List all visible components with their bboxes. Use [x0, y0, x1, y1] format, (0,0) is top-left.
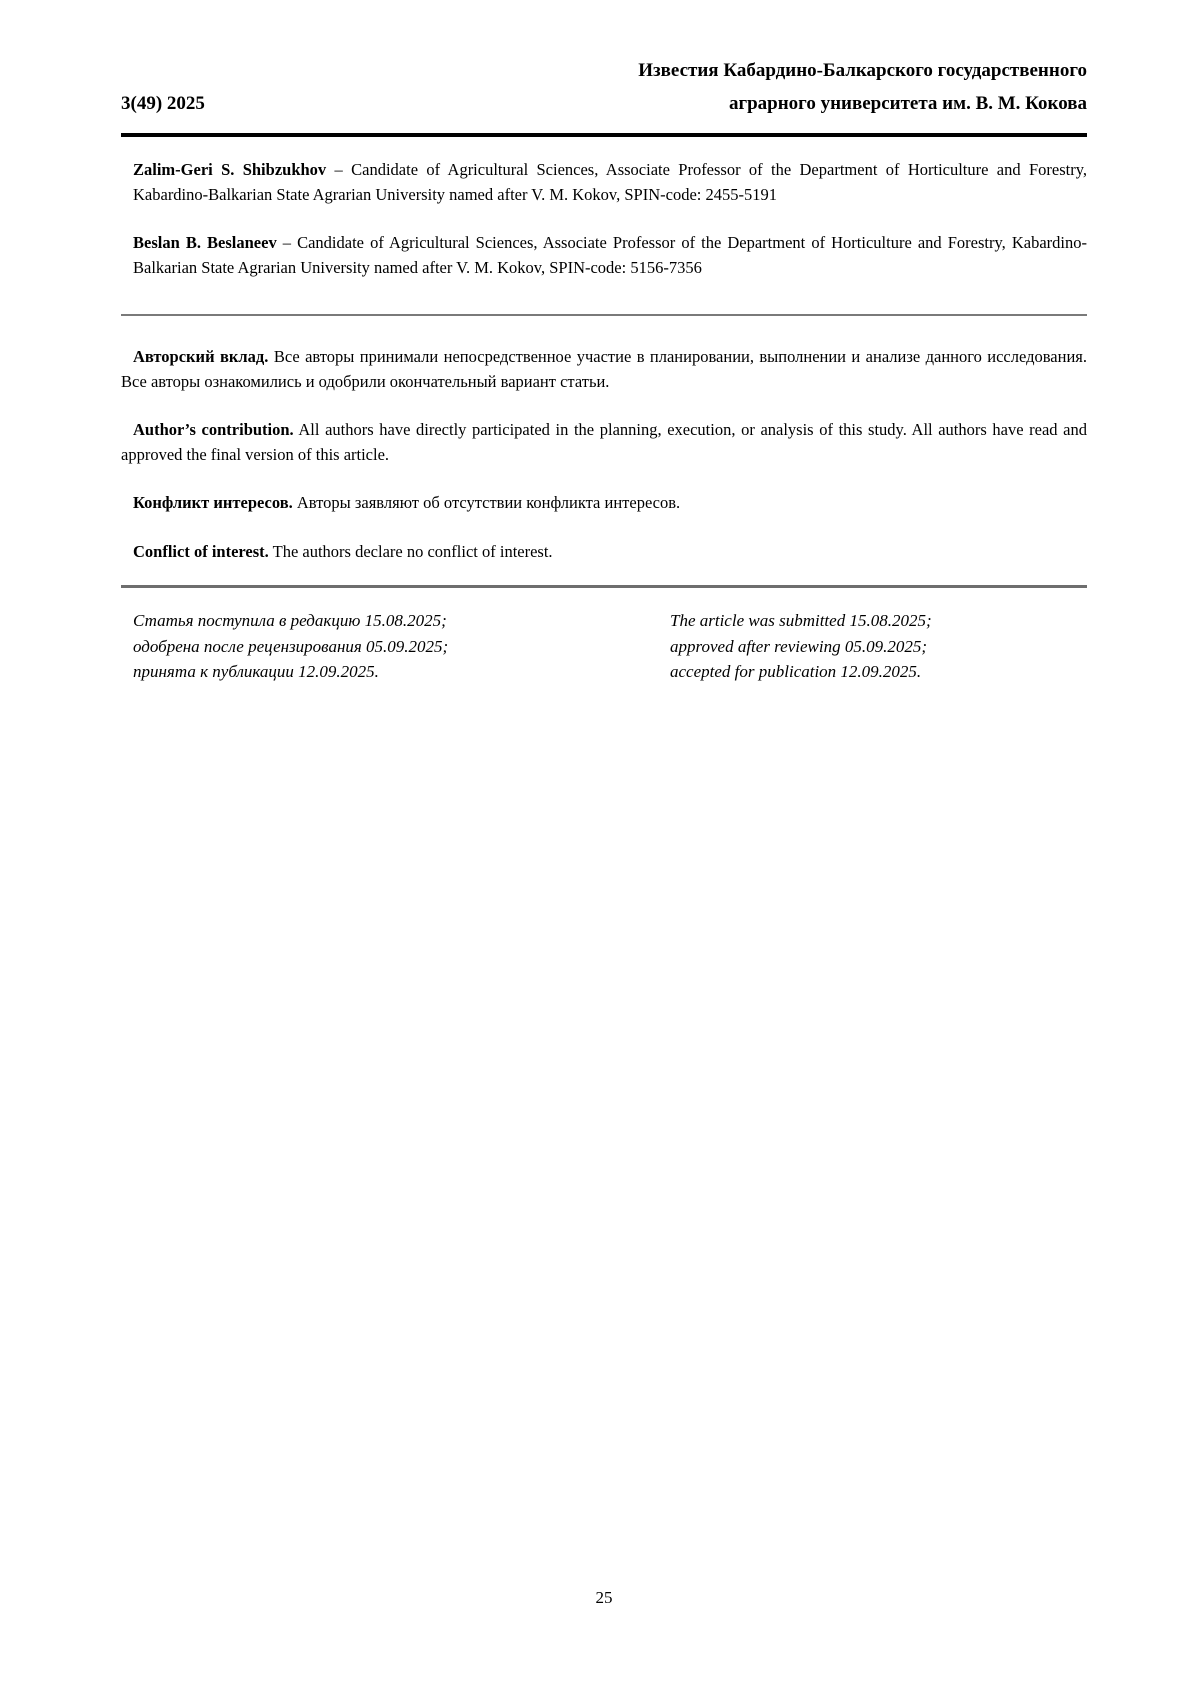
journal-title — [638, 54, 1087, 120]
section-lead: Author’s contribution. — [133, 420, 294, 439]
dates-block — [121, 608, 1087, 685]
date-line: Статья поступила в редакцию 15.08.2025; — [133, 611, 447, 630]
page-number: 25 — [595, 1588, 613, 1607]
author-description: – Candidate of Agricultural Sciences, Associate Professor of the Department of Horticulture and Forestry, Kabardino-Balkarian State Agrarian University named after V. M. Kokov, SPIN-code: 2455-5191 — [133, 160, 1088, 204]
dates-en — [670, 608, 1087, 685]
date-line: одобрена после рецензирования 05.09.2025; — [133, 636, 449, 656]
author-name: Beslan B. Beslaneev — [133, 233, 277, 252]
page-header — [121, 0, 1087, 120]
section-text: All authors have directly participated in the planning, execution, or analysis of this study. All authors have read and approved the final version of this article. — [121, 420, 1087, 464]
dates-ru — [133, 608, 670, 685]
date-line: The article was submitted 15.08.2025; — [670, 611, 932, 630]
section-text: Все авторы принимали непосредственное участие в планировании, выполнении и анализе данного исследования. Все авторы ознакомились и одобрили окончательный вариант статьи. — [121, 347, 1087, 391]
section-text: Авторы заявляют об отсутствии конфликта интересов. — [296, 493, 681, 512]
section-divider-top — [121, 314, 1087, 316]
date-line: принята к публикации 12.09.2025. — [133, 662, 379, 681]
header-rule — [121, 133, 1087, 137]
section-divider-bottom — [121, 585, 1087, 588]
author-paragraph — [133, 231, 1087, 280]
journal-title-line2: аграрного университета им. В. М. Кокова — [728, 93, 1087, 114]
section-text: The authors declare no conflict of interest. — [272, 541, 553, 561]
contribution-paragraph-ru — [121, 345, 1087, 394]
conflict-paragraph-en — [121, 540, 1087, 565]
section-lead: Конфликт интересов. — [133, 493, 293, 512]
contribution-paragraph-en — [121, 418, 1087, 467]
date-line: accepted for publication 12.09.2025. — [670, 662, 922, 681]
date-line: approved after reviewing 05.09.2025; — [670, 636, 928, 656]
section-lead: Авторский вклад. — [133, 347, 269, 366]
conflict-paragraph-ru — [121, 491, 1087, 516]
author-paragraph — [133, 158, 1087, 207]
author-name: Zalim-Geri S. Shibzukhov — [133, 160, 327, 179]
author-description: – Candidate of Agricultural Sciences, Associate Professor of the Department of Horticulture and Forestry, Kabardino-Balkarian State Agrarian University named after V. M. Kokov, SPIN-code: 5156-7356 — [133, 233, 1087, 277]
journal-title-line1: Известия Кабардино-Балкарского государственного — [638, 60, 1087, 81]
section-lead: Conflict of interest. — [133, 541, 269, 561]
page-content — [0, 0, 1200, 685]
issue-number: 3(49) 2025 — [121, 93, 205, 114]
